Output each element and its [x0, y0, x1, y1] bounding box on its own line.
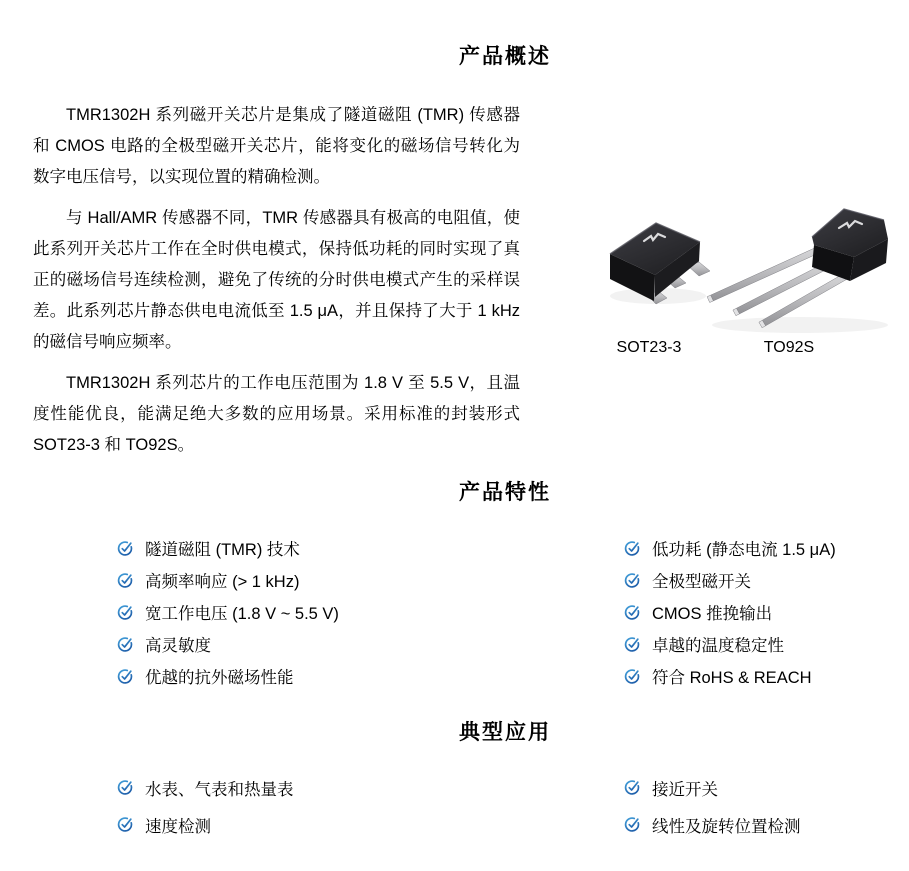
applications-right-column: [624, 769, 801, 843]
sot23-package-image: [594, 198, 716, 310]
features-heading: 产品特性: [459, 481, 551, 504]
check-circle-icon: [117, 604, 134, 621]
feature-label: 高频率响应 (> 1 kHz): [145, 573, 300, 591]
overview-paragraph: TMR1302H 系列磁开关芯片是集成了隧道磁阻 (TMR) 传感器和 CMOS 电路的全极型磁开关芯片，能将变化的磁场信号转化为数字电压信号，以实现位置的精确检测。: [33, 106, 520, 186]
check-circle-icon: [117, 572, 134, 589]
overview-heading: 产品概述: [459, 45, 551, 68]
check-circle-icon: [624, 816, 641, 833]
package-caption-sot23: SOT23-3: [616, 339, 682, 356]
overview-text: [33, 100, 520, 471]
applications-heading: 典型应用: [459, 721, 551, 744]
check-circle-icon: [624, 540, 641, 557]
feature-label: 隧道磁阻 (TMR) 技术: [145, 541, 300, 559]
check-circle-icon: [624, 572, 641, 589]
feature-item: [117, 532, 339, 564]
check-circle-icon: [624, 668, 641, 685]
to92s-package-image: [700, 193, 898, 338]
check-circle-icon: [117, 779, 134, 796]
check-circle-icon: [117, 540, 134, 557]
application-label: 速度检测: [145, 817, 211, 836]
applications-left-column: [117, 769, 294, 843]
check-circle-icon: [624, 604, 641, 621]
application-item: [117, 806, 294, 843]
check-circle-icon: [624, 779, 641, 796]
application-item: [624, 806, 801, 843]
feature-item: [624, 628, 836, 660]
features-right-column: [624, 532, 836, 692]
feature-item: [117, 628, 339, 660]
application-label: 接近开关: [652, 780, 718, 799]
application-label: 水表、气表和热量表: [145, 780, 294, 799]
check-circle-icon: [624, 636, 641, 653]
features-left-column: [117, 532, 339, 692]
overview-paragraph: 与 Hall/AMR 传感器不同，TMR 传感器具有极高的电阻值，使此系列开关芯片工作在全时供电模式，保持低功耗的同时实现了真正的磁场信号连续检测，避免了传统的分时供电模式产生的采样误差。此系列芯片静态供电电流低至 1.5 μA，并且保持了大于 1 kHz 的磁信号响应频率。: [33, 209, 520, 351]
feature-item: [117, 596, 339, 628]
check-circle-icon: [117, 816, 134, 833]
feature-item: [624, 596, 836, 628]
feature-item: [117, 564, 339, 596]
application-label: 线性及旋转位置检测: [652, 817, 801, 836]
feature-label: 优越的抗外磁场性能: [145, 669, 294, 687]
feature-item: [624, 532, 836, 564]
feature-label: 符合 RoHS & REACH: [652, 669, 812, 687]
feature-label: 全极型磁开关: [652, 573, 751, 591]
application-item: [117, 769, 294, 806]
sot23-body: [610, 223, 700, 301]
to92s-body: [812, 209, 888, 281]
feature-item: [624, 564, 836, 596]
feature-label: 低功耗 (静态电流 1.5 μA): [652, 541, 836, 559]
feature-label: 卓越的温度稳定性: [652, 637, 784, 655]
overview-paragraph: TMR1302H 系列芯片的工作电压范围为 1.8 V 至 5.5 V，且温度性能优良，能满足绝大多数的应用场景。采用标准的封装形式 SOT23-3 和 TO92S。: [33, 374, 520, 454]
check-circle-icon: [117, 668, 134, 685]
package-caption-to92s: TO92S: [763, 339, 815, 356]
application-item: [624, 769, 801, 806]
feature-label: CMOS 推挽输出: [652, 605, 773, 623]
feature-label: 高灵敏度: [145, 637, 211, 655]
feature-item: [624, 660, 836, 692]
check-circle-icon: [117, 636, 134, 653]
feature-label: 宽工作电压 (1.8 V ~ 5.5 V): [145, 605, 339, 623]
feature-item: [117, 660, 339, 692]
